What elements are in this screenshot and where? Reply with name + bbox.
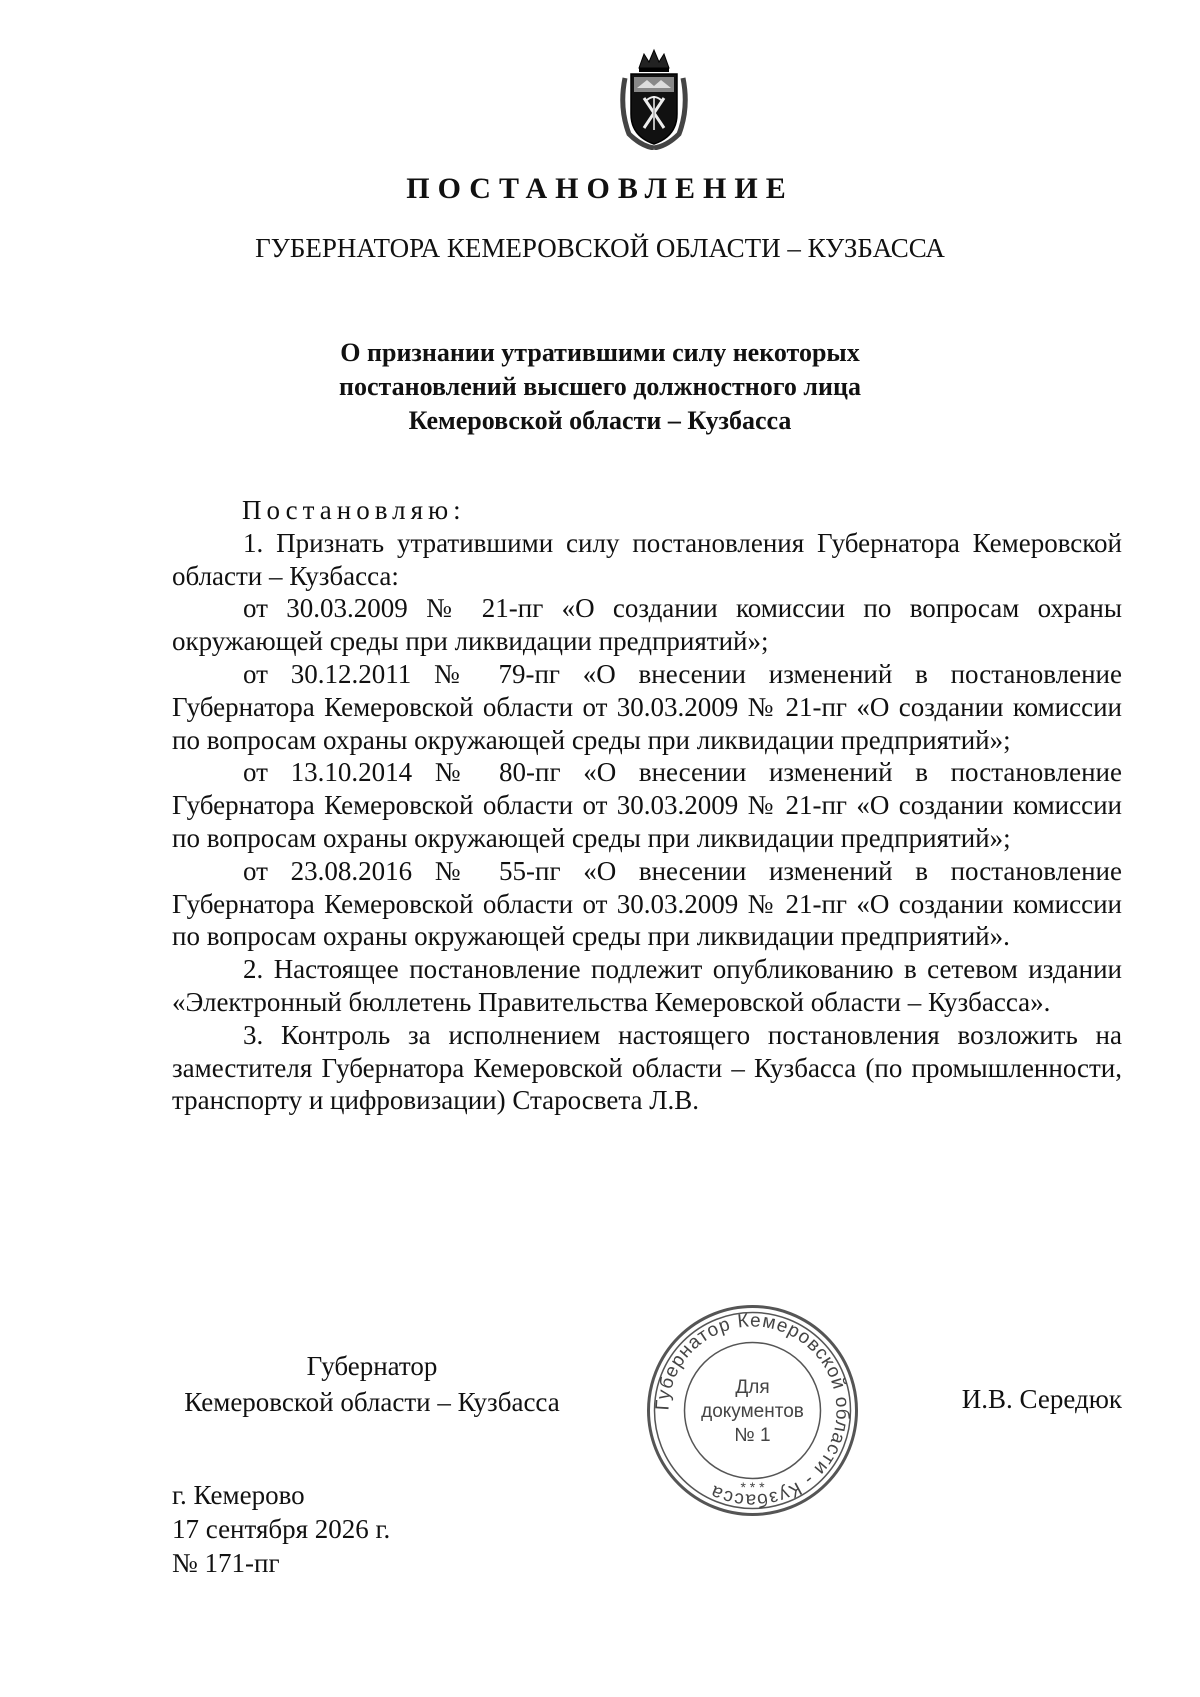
decree-word: Постановляю: [242, 495, 466, 525]
signer-name: И.В. Середюк [961, 1384, 1122, 1414]
document-type: ПОСТАНОВЛЕНИЕ [406, 172, 794, 205]
repealed-item: от 30.12.2011 № 79-пг «О внесении изменений в постановление Губернатора Кемеровской области от 30.03.2009 № 21-пг «О создании комиссии по вопросам охраны окружающей среды при ликвидации предприятий»; [172, 658, 1122, 755]
document-number: № 171-пг [172, 1548, 280, 1578]
subject-line: постановлений высшего должностного лица [339, 372, 861, 401]
repealed-item: от 30.03.2009 № 21-пг «О создании комиссии по вопросам охраны окружающей среды при ликвидации предприятий»; [172, 593, 1122, 657]
stamp-center-line: документов [701, 1401, 804, 1422]
document-subject [0, 336, 1200, 438]
stamp-center-line: Для [735, 1377, 770, 1398]
repealed-item: от 23.08.2016 № 55-пг «О внесении изменений в постановление Губернатора Кемеровской области от 30.03.2009 № 21-пг «О создании комиссии по вопросам охраны окружающей среды при ликвидации предприятий». [172, 855, 1122, 952]
place-and-date [172, 1478, 390, 1580]
paragraph-2: 2. Настоящее постановление подлежит опубликованию в сетевом издании «Электронный бюллетень Правительства Кемеровской области – Кузбасса». [172, 954, 1122, 1017]
paragraph-3: 3. Контроль за исполнением настоящего постановления возложить на заместителя Губернатора Кемеровской области – Кузбасса (по промышленности, транспорту и цифровизации) Старосвета Л.В. [172, 1019, 1122, 1116]
stamp-stars: * * * [740, 1479, 765, 1495]
issuer-title: ГУБЕРНАТОРА КЕМЕРОВСКОЙ ОБЛАСТИ – КУЗБАССА [255, 233, 945, 263]
date: 17 сентября 2026 г. [172, 1514, 391, 1544]
paragraph-1: 1. Признать утратившими силу постановления Губернатора Кемеровской области – Кузбасса: [172, 527, 1122, 591]
city: г. Кемерово [172, 1480, 305, 1510]
subject-line: О признании утратившими силу некоторых [340, 338, 860, 367]
subject-line: Кемеровской области – Кузбасса [408, 406, 792, 435]
repealed-item: от 13.10.2014 № 80-пг «О внесении изменений в постановление Губернатора Кемеровской области от 30.03.2009 № 21-пг «О создании комиссии по вопросам охраны окружающей среды при ликвидации предприятий»; [172, 757, 1122, 853]
signer-region: Кемеровской области – Кузбасса [184, 1387, 560, 1417]
coat-of-arms-icon [617, 48, 691, 150]
official-stamp [645, 1303, 860, 1518]
signer-position: Губернатор [306, 1351, 438, 1381]
stamp-ring-text: Губернатор Кемеровской области - Кузбасса [652, 1310, 853, 1511]
signer-title [172, 1348, 572, 1420]
stamp-center-line: № 1 [734, 1425, 771, 1446]
document-body [172, 494, 1122, 1117]
